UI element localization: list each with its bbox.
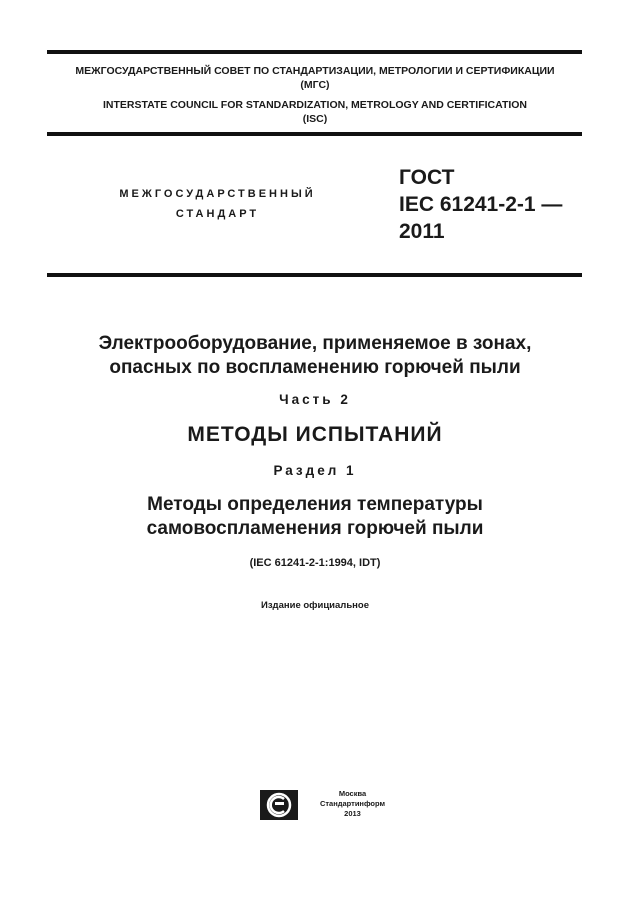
publisher-block xyxy=(305,789,400,819)
part-label: Часть 2 xyxy=(279,392,351,407)
document-title xyxy=(0,332,630,380)
gost-year: 2011 xyxy=(399,220,445,243)
top-rule xyxy=(47,50,582,54)
section-label: Раздел 1 xyxy=(273,463,357,478)
council-block xyxy=(0,64,630,126)
publisher-name: Стандартинформ xyxy=(319,799,386,808)
publisher-city: Москва xyxy=(338,789,367,798)
title-line2: опасных по воспламенению горючей пыли xyxy=(109,357,521,378)
council-en-abbr: (ISC) xyxy=(302,113,328,125)
gost-number: IEC 61241-2-1 — xyxy=(399,193,563,216)
subtitle-line1: Методы определения температуры xyxy=(147,494,483,515)
gost-designation xyxy=(399,164,562,245)
council-en: INTERSTATE COUNCIL FOR STANDARDIZATION, METROLOGY AND CERTIFICATION xyxy=(102,99,528,111)
standartinform-logo-icon xyxy=(260,790,298,820)
standard-kind-line2: СТАНДАРТ xyxy=(175,208,260,220)
subtitle-line2: самовоспламенения горючей пыли xyxy=(146,518,484,539)
header-rule xyxy=(47,273,582,277)
standard-kind-line1: МЕЖГОСУДАРСТВЕННЫЙ xyxy=(119,188,316,200)
subtitle xyxy=(0,493,630,541)
methods-heading: МЕТОДЫ ИСПЫТАНИЙ xyxy=(187,423,443,446)
idt-reference: (IEC 61241-2-1:1994, IDT) xyxy=(249,557,381,569)
council-ru-abbr: (МГС) xyxy=(300,79,330,91)
council-rule xyxy=(47,132,582,136)
title-line1: Электрооборудование, применяемое в зонах, xyxy=(98,333,532,354)
council-ru: МЕЖГОСУДАРСТВЕННЫЙ СОВЕТ ПО СТАНДАРТИЗАЦИИ, МЕТРОЛОГИИ И СЕРТИФИКАЦИИ xyxy=(75,65,555,77)
publisher-year: 2013 xyxy=(344,809,361,818)
standard-kind xyxy=(85,184,350,224)
edition-label: Издание официальное xyxy=(261,600,369,611)
gost-label: ГОСТ xyxy=(399,166,455,189)
